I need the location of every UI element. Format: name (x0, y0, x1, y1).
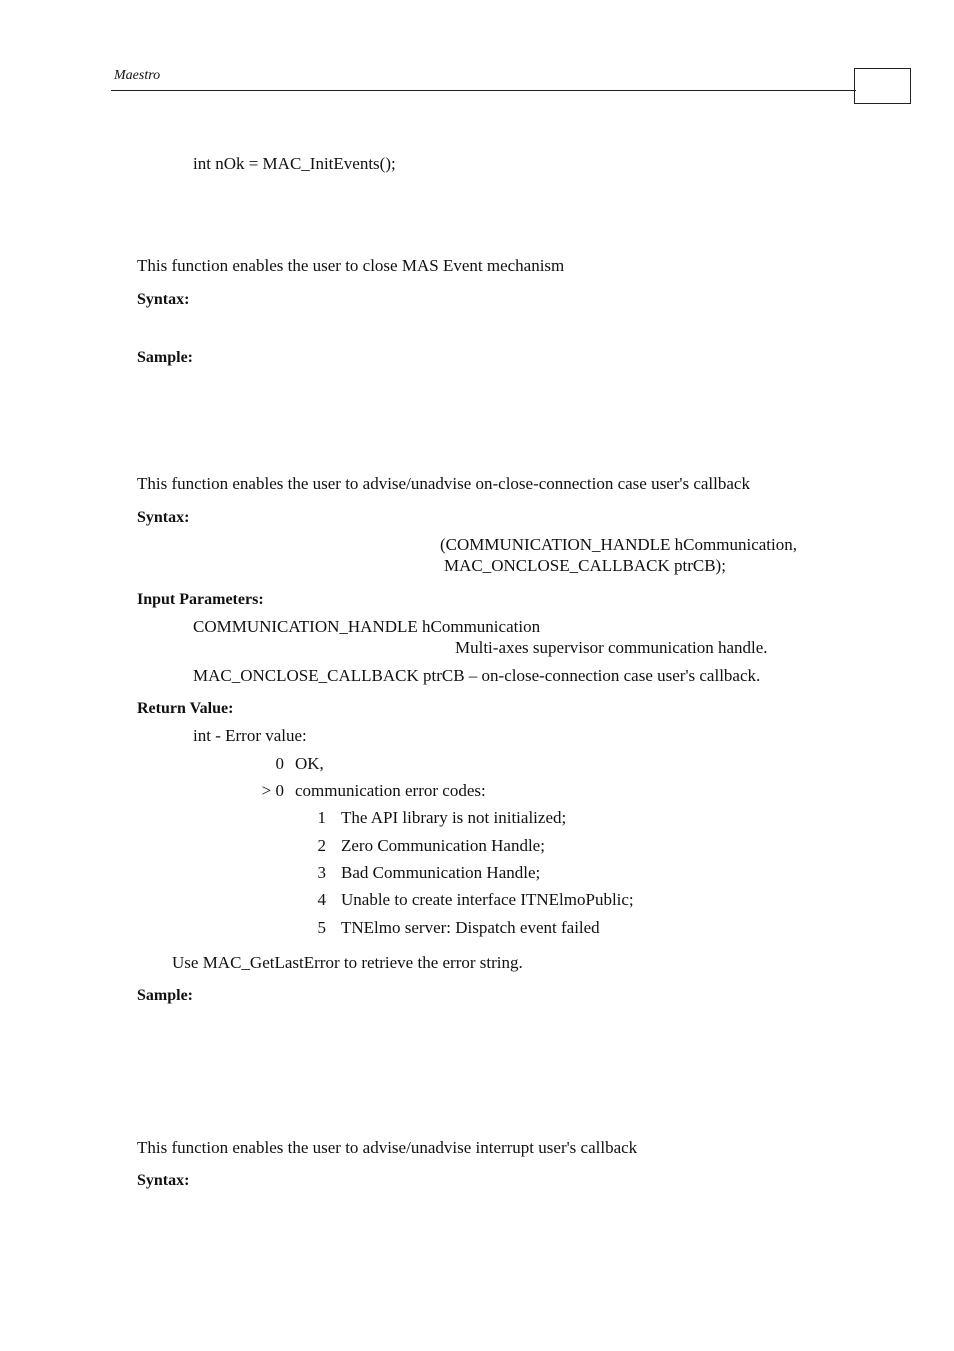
running-header: Maestro (114, 68, 161, 83)
error-text-4: Unable to create interface ITNElmoPublic; (341, 890, 634, 909)
error-code-4: 4 (317, 890, 326, 909)
error-code-2: 2 (317, 836, 326, 855)
error-codes-text: communication error codes: (295, 781, 486, 800)
return-intro: int - Error value: (193, 726, 307, 745)
section3-syntax-label: Syntax: (137, 1172, 190, 1189)
use-note: Use MAC_GetLastError to retrieve the error string. (172, 953, 523, 972)
section1-sample-label: Sample: (137, 349, 193, 366)
page-number-box (854, 68, 911, 104)
error-code-range: > 0 (261, 781, 284, 800)
error-text-1: The API library is not initialized; (341, 808, 567, 827)
section1-description: This function enables the user to close MAS Event mechanism (137, 256, 565, 275)
error-text-2: Zero Communication Handle; (341, 836, 545, 855)
input-parameters-label: Input Parameters: (137, 591, 264, 608)
section3-description: This function enables the user to advise/unadvise interrupt user's callback (137, 1138, 638, 1157)
param1-description: Multi-axes supervisor communication handle. (455, 638, 768, 657)
section2-syntax-label: Syntax: (137, 509, 190, 526)
error-code-5: 5 (317, 918, 326, 937)
section2-description: This function enables the user to advise/unadvise on-close-connection case user's callback (137, 474, 750, 493)
section2-sample-label: Sample: (137, 987, 193, 1004)
header-rule (111, 90, 856, 91)
section1-syntax-label: Syntax: (137, 291, 190, 308)
error-text-3: Bad Communication Handle; (341, 863, 541, 882)
error-code-1: 1 (317, 808, 326, 827)
param1-name: COMMUNICATION_HANDLE hCommunication (193, 617, 541, 636)
syntax-line-2: MAC_ONCLOSE_CALLBACK ptrCB); (444, 556, 726, 575)
param2: MAC_ONCLOSE_CALLBACK ptrCB – on-close-connection case user's callback. (193, 666, 761, 685)
error-code-3: 3 (317, 863, 326, 882)
error-text-5: TNElmo server: Dispatch event failed (341, 918, 600, 937)
ok-code: 0 (275, 754, 284, 773)
return-value-label: Return Value: (137, 700, 234, 717)
syntax-line-1: (COMMUNICATION_HANDLE hCommunication, (440, 535, 797, 554)
ok-text: OK, (295, 754, 324, 773)
code-line: int nOk = MAC_InitEvents(); (193, 154, 396, 173)
